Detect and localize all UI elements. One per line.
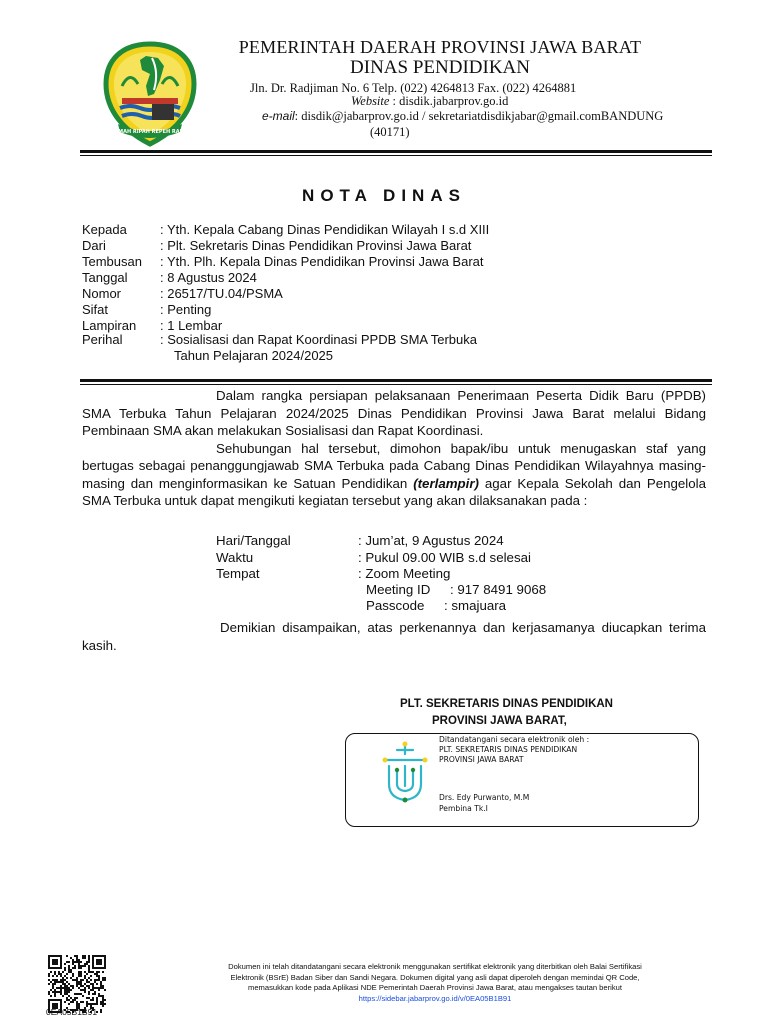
footer-line-3: memasukkan kode pada Aplikasi NDE Pemerintah Daerah Provinsi Jawa Barat, atau mengakses tautan berikut (248, 983, 622, 992)
letterhead-postcode: (40171) (370, 125, 410, 139)
field-tembusan (82, 254, 484, 270)
letterhead-website (351, 94, 508, 109)
body-paragraph-2-part-a: Sehubungan hal tersebut, dimohon bapak/ibu untuk menugaskan staf yang bertugas sebagai penanggungjawab SMA Terbuka pada Cabang Dinas Pendidikan Wilayahnya masing-masing dan menginformasikan ke Satuan Pendidikan (82, 440, 706, 491)
field-label: Perihal (82, 332, 123, 347)
field-label: Kepada (82, 222, 127, 237)
field-nomor (82, 286, 283, 302)
field-value: : Plt. Sekretaris Dinas Pendidikan Provinsi Jawa Barat (160, 238, 472, 253)
detail-label: Tempat (216, 566, 260, 581)
detail-passcode (366, 598, 506, 614)
document-title: NOTA DINAS (302, 186, 466, 205)
signature-role-line-2: PROVINSI JAWA BARAT, (432, 715, 567, 727)
signer-role-line-1: PLT. SEKRETARIS DINAS PENDIDIKAN (439, 745, 578, 754)
field-sifat (82, 302, 211, 318)
letterhead-divider-thin (80, 155, 712, 156)
detail-value: : Jum’at, 9 Agustus 2024 (358, 533, 504, 548)
signer-name: Drs. Edy Purwanto, M.M (439, 793, 530, 802)
verification-link[interactable]: https://sidebar.jabarprov.go.id/v/0EA05B1B91 (358, 993, 512, 1003)
field-label: Nomor (82, 286, 122, 301)
field-value: : 1 Lembar (160, 318, 223, 333)
qr-code-label: 0EA05B1B91 (46, 1007, 98, 1017)
field-label: Sifat (82, 302, 109, 317)
detail-label: Passcode (366, 598, 425, 613)
field-value: : Penting (160, 302, 212, 317)
signature-role-line-1: PLT. SEKRETARIS DINAS PENDIDIKAN (400, 698, 613, 710)
detail-label: Hari/Tanggal (216, 533, 291, 548)
closing-text: Demikian disampaikan, atas perkenannya dan kerjasamanya diucapkan terima kasih. (82, 620, 706, 653)
verification-qr-code[interactable] (48, 955, 106, 1013)
field-kepada (82, 222, 489, 238)
signer-role-line-2: PROVINSI JAWA BARAT (439, 755, 524, 764)
letterhead-address: Jln. Dr. Radjiman No. 6 Telp. (022) 4264813 Fax. (022) 4264881 (250, 81, 577, 95)
field-value: : Yth. Kepala Cabang Dinas Pendidikan Wilayah I s.d XIII (160, 222, 490, 237)
body-paragraph-1: Dalam rangka persiapan pelaksanaan Penerimaan Peserta Didik Baru (PPDB) SMA Terbuka Tahun Pelajaran 2024/2025 Dinas Pendidikan Provinsi Jawa Barat melalui Bidang Pembinaan SMA akan melakukan Sosialisasi dan Rapat Koordinasi. (82, 388, 706, 438)
detail-tempat (216, 566, 450, 582)
field-value: : 8 Agustus 2024 (160, 270, 257, 285)
detail-value: : 917 8491 9068 (450, 582, 547, 597)
header-divider-thin (80, 384, 712, 385)
footer-line-2: Elektronik (BSrE) Badan Siber dan Sandi Negara. Dokumen digital yang asli dapat diperoleh dengan memindai QR Code, (230, 972, 640, 982)
signed-electronically-label: Ditandatangani secara elektronik oleh : (439, 735, 590, 744)
letterhead-government-name: PEMERINTAH DAERAH PROVINSI JAWA BARAT (238, 37, 642, 57)
bsre-signature-icon (375, 740, 435, 810)
letterhead-email (262, 108, 732, 140)
field-value: : 26517/TU.04/PSMA (160, 286, 283, 301)
logo-motto-text: GEMAH RIPAH REPEH RAPIH (110, 129, 190, 135)
letterhead-divider (80, 150, 712, 153)
field-label: Tanggal (82, 270, 128, 285)
website-value: : disdik.jabarprov.go.id (392, 94, 509, 108)
email-value: : disdik@jabarprov.go.id / sekretariatdisdikjabar@gmail.comBANDUNG (294, 109, 664, 123)
field-dari (82, 238, 471, 254)
field-value: : Sosialisasi dan Rapat Koordinasi PPDB SMA Terbuka (160, 332, 477, 347)
detail-label: Waktu (216, 550, 254, 565)
detail-label: Meeting ID (366, 582, 431, 597)
field-tanggal (82, 270, 257, 286)
letter-body (82, 387, 706, 510)
body-paragraph-2-part-b: agar Kepala Sekolah dan Pengelola SMA Terbuka untuk dapat mengikuti kegiatan tersebut yang akan dilaksanakan pada : (82, 475, 706, 508)
footer-disclaimer (120, 962, 750, 1004)
field-value-continued: Tahun Pelajaran 2024/2025 (174, 348, 334, 363)
detail-value: : smajuara (444, 598, 507, 613)
detail-value: : Zoom Meeting (358, 566, 451, 581)
detail-waktu (216, 550, 531, 566)
field-value: : Yth. Plh. Kepala Dinas Pendidikan Provinsi Jawa Barat (160, 254, 484, 269)
signer-rank: Pembina Tk.I (439, 804, 488, 813)
detail-hari-tanggal (216, 533, 504, 549)
email-label: e-mail (262, 109, 295, 123)
field-label: Tembusan (82, 254, 142, 269)
field-label: Lampiran (82, 318, 137, 333)
detail-meeting-id (366, 582, 546, 598)
detail-value: : Pukul 09.00 WIB s.d selesai (358, 550, 531, 565)
field-label: Dari (82, 238, 106, 253)
closing-paragraph (82, 619, 706, 655)
header-divider (80, 379, 712, 382)
footer-line-1: Dokumen ini telah ditandatangani secara elektronik menggunakan sertifikat elektronik yang diterbitkan oleh Balai Sertifikasi (228, 962, 642, 971)
letterhead-agency-name: DINAS PENDIDIKAN (350, 57, 530, 78)
body-paragraph-2 (82, 440, 706, 510)
field-perihal (82, 332, 477, 364)
attachment-note: (terlampir) (413, 475, 479, 491)
website-label: Website (351, 94, 390, 108)
